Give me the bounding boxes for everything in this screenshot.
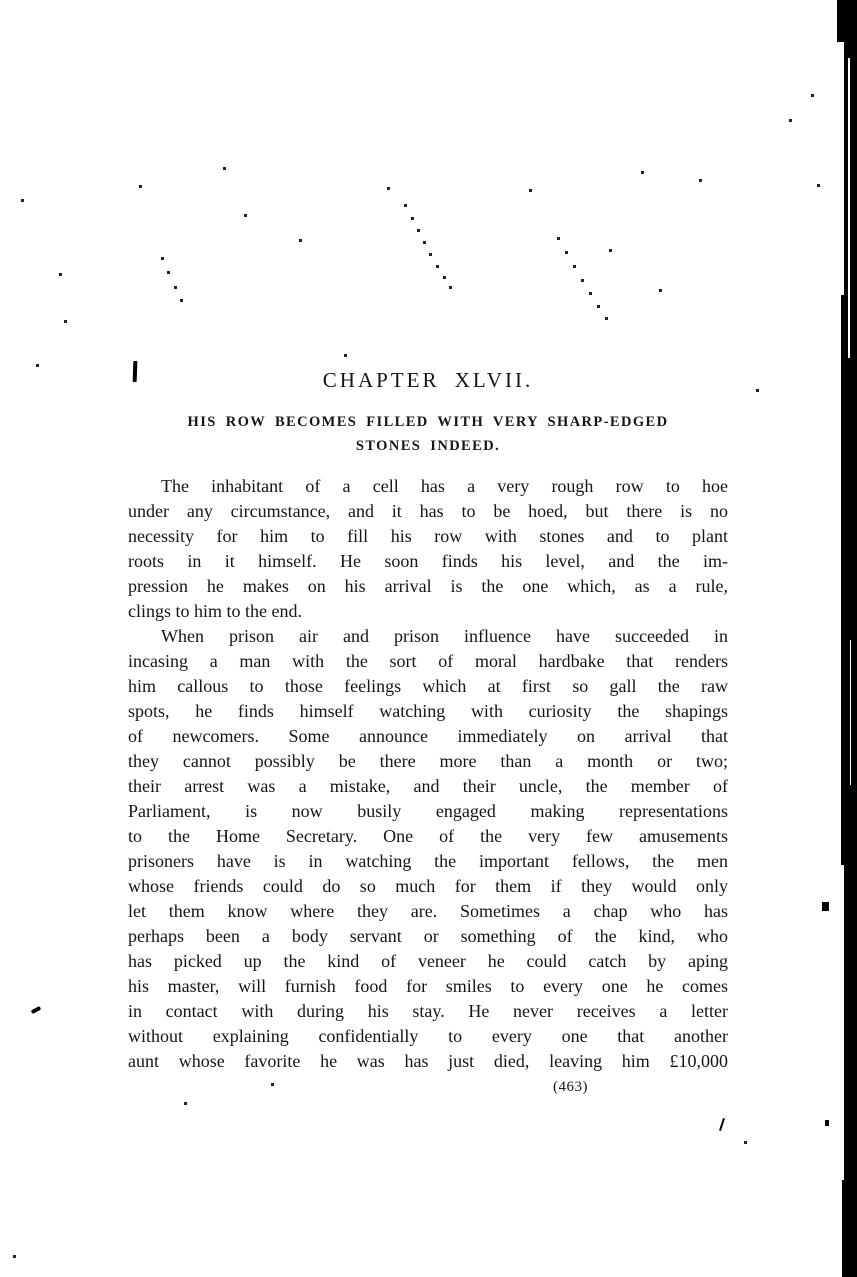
text-line: incasing a man with the sort of moral hardbake that renders bbox=[128, 651, 728, 671]
text-line: under any circumstance, and it has to be hoed, but there is no bbox=[128, 501, 728, 521]
text-line: him callous to those feelings which at first so gall the raw bbox=[128, 676, 728, 696]
text-line: necessity for him to fill his row with stones and to plant bbox=[128, 526, 728, 546]
text-line: perhaps been a body servant or something of the kind, who bbox=[128, 926, 728, 946]
ink-mark bbox=[31, 1006, 42, 1014]
chapter-subtitle bbox=[128, 410, 728, 458]
text-line: to the Home Secretary. One of the very few amusements bbox=[128, 826, 728, 846]
text-line: their arrest was a mistake, and their uncle, the member of bbox=[128, 776, 728, 796]
scan-edge-band-mid bbox=[841, 295, 857, 865]
text-line: aunt whose favorite he was has just died, leaving him £10,000 bbox=[128, 1051, 728, 1071]
text-line: whose friends could do so much for them if they would only bbox=[128, 876, 728, 896]
text-line: in contact with during his stay. He never receives a letter bbox=[128, 1001, 728, 1021]
scan-edge-white-streak bbox=[848, 58, 850, 358]
body-text bbox=[128, 474, 728, 1074]
text-line: prisoners have is in watching the important fellows, the men bbox=[128, 851, 728, 871]
text-line: roots in it himself. He soon finds his level, and the im- bbox=[128, 551, 728, 571]
text-line: The inhabitant of a cell has a very rough row to hoe bbox=[161, 476, 728, 496]
chapter-heading: CHAPTER XLVII. bbox=[322, 368, 534, 392]
text-line: his master, will furnish food for smiles to every one he comes bbox=[128, 976, 728, 996]
text-line: clings to him to the end. bbox=[128, 601, 302, 621]
page-number: (463) bbox=[553, 1079, 588, 1095]
scan-speckles bbox=[0, 0, 1, 1]
text-line: has picked up the kind of veneer he could catch by aping bbox=[128, 951, 728, 971]
ink-mark bbox=[719, 1118, 725, 1131]
text-line: Parliament, is now busily engaged making representations bbox=[128, 801, 728, 821]
scan-edge-band-top bbox=[837, 0, 857, 42]
scan-edge-band-bottom bbox=[842, 1180, 857, 1277]
chapter-subtitle-line: HIS ROW BECOMES FILLED WITH VERY SHARP-EDGED bbox=[187, 414, 669, 430]
text-line: let them know where they are. Sometimes a chap who has bbox=[128, 901, 728, 921]
text-line: When prison air and prison influence have succeeded in bbox=[161, 626, 728, 646]
text-line: they cannot possibly be there more than a month or two; bbox=[128, 751, 728, 771]
scan-edge-white-streak bbox=[850, 640, 851, 785]
text-line: spots, he finds himself watching with curiosity the shapings bbox=[128, 701, 728, 721]
scan-edge-notch bbox=[825, 1120, 829, 1126]
text-line: pression he makes on his arrival is the one which, as a rule, bbox=[128, 576, 728, 596]
text-line: without explaining confidentially to every one that another bbox=[128, 1026, 728, 1046]
text-line: of newcomers. Some announce immediately on arrival that bbox=[128, 726, 728, 746]
chapter-subtitle-line: STONES INDEED. bbox=[355, 438, 501, 454]
scan-edge-notch bbox=[822, 902, 829, 911]
text-column bbox=[128, 368, 728, 1096]
